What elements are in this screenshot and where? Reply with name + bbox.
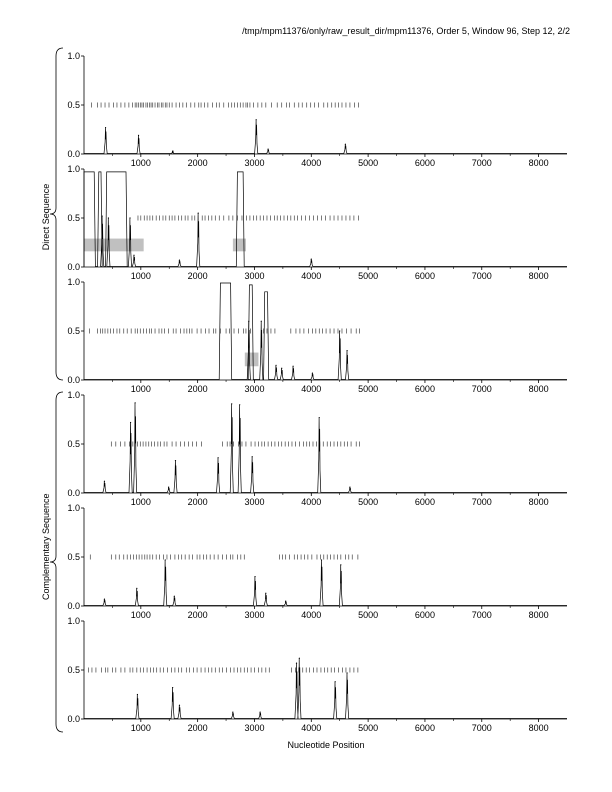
peak-7 <box>299 658 300 659</box>
peak-7 <box>339 330 340 331</box>
peak-3 <box>135 402 136 403</box>
x-tick-label: 7000 <box>471 271 492 281</box>
peak-3 <box>129 217 130 218</box>
panel-5 <box>67 503 567 620</box>
x-tick-label: 1000 <box>130 610 151 620</box>
x-tick-label: 4000 <box>301 384 322 394</box>
y-tick-label: 1.0 <box>67 164 80 174</box>
peak-2 <box>108 217 109 218</box>
x-tick-label: 8000 <box>528 384 549 394</box>
x-tick-label: 6000 <box>414 723 435 733</box>
x-tick-label: 4000 <box>301 610 322 620</box>
peak-9 <box>340 564 341 565</box>
x-tick-label: 6000 <box>414 158 435 168</box>
panel-4 <box>67 390 567 507</box>
y-tick-label: 0.5 <box>67 326 80 336</box>
y-tick-label: 0.0 <box>67 375 80 385</box>
peak-1 <box>105 127 106 128</box>
panel-2 <box>67 164 567 281</box>
peak-11 <box>349 487 350 488</box>
x-tick-label: 1000 <box>130 384 151 394</box>
x-tick-label: 6000 <box>414 497 435 507</box>
peak-6 <box>218 457 219 458</box>
x-tick-label: 4000 <box>301 497 322 507</box>
y-tick-label: 0.5 <box>67 100 80 110</box>
peak-4 <box>168 487 169 488</box>
peak-5 <box>175 460 176 461</box>
direct-sequence-label: Direct Sequence <box>41 183 51 251</box>
x-tick-label: 7000 <box>471 610 492 620</box>
x-tick-label: 6000 <box>414 271 435 281</box>
figure-header: /tmp/mpm11376/only/raw_result_dir/mpm11376, Order 5, Window 96, Step 12, 2/2 <box>242 26 570 36</box>
x-tick-label: 5000 <box>358 384 379 394</box>
x-tick-label: 8000 <box>528 723 549 733</box>
peak-5 <box>293 366 294 367</box>
x-tick-label: 4000 <box>301 271 322 281</box>
x-tick-label: 8000 <box>528 158 549 168</box>
x-tick-label: 7000 <box>471 723 492 733</box>
x-tick-label: 7000 <box>471 384 492 394</box>
panel-6 <box>67 616 567 733</box>
x-tick-label: 3000 <box>244 610 265 620</box>
x-tick-label: 8000 <box>528 610 549 620</box>
peak-7 <box>311 259 312 260</box>
y-tick-label: 0.5 <box>67 213 80 223</box>
x-tick-label: 2000 <box>187 158 208 168</box>
peak-4 <box>232 712 233 713</box>
panel-1 <box>67 51 567 168</box>
x-tick-label: 8000 <box>528 497 549 507</box>
y-tick-label: 0.0 <box>67 488 80 498</box>
x-tick-label: 2000 <box>187 723 208 733</box>
peak-1 <box>137 694 138 695</box>
x-tick-label: 3000 <box>244 271 265 281</box>
x-tick-label: 3000 <box>244 384 265 394</box>
complementary-group-bracket <box>50 392 63 732</box>
y-tick-label: 0.0 <box>67 149 80 159</box>
x-tick-label: 3000 <box>244 497 265 507</box>
peak-5 <box>260 712 261 713</box>
peak-6 <box>265 593 266 594</box>
y-tick-label: 0.0 <box>67 601 80 611</box>
peak-5 <box>268 149 269 150</box>
peak-8 <box>321 559 322 560</box>
peak-6 <box>198 213 199 214</box>
x-tick-label: 4000 <box>301 723 322 733</box>
x-tick-label: 6000 <box>414 610 435 620</box>
peak-2 <box>172 687 173 688</box>
group-brackets <box>50 48 63 732</box>
peak-1 <box>102 215 103 216</box>
peak-6 <box>312 373 313 374</box>
peak-3 <box>179 705 180 706</box>
y-tick-label: 0.0 <box>67 714 80 724</box>
peak-2 <box>261 321 262 322</box>
x-tick-label: 6000 <box>414 384 435 394</box>
peak-2 <box>138 135 139 136</box>
peak-7 <box>231 403 232 404</box>
x-tick-label: 7000 <box>471 158 492 168</box>
peak-7 <box>285 601 286 602</box>
signal-trace <box>84 658 567 718</box>
peak-3 <box>165 559 166 560</box>
peak-10 <box>319 417 320 418</box>
x-axis-label: Nucleotide Position <box>287 740 365 750</box>
x-tick-label: 1000 <box>130 158 151 168</box>
x-tick-label: 5000 <box>358 610 379 620</box>
y-tick-label: 1.0 <box>67 277 80 287</box>
panels <box>67 51 567 733</box>
y-tick-label: 0.5 <box>67 665 80 675</box>
peak-8 <box>346 350 347 351</box>
x-tick-label: 5000 <box>358 723 379 733</box>
signal-trace <box>84 120 567 154</box>
peak-9 <box>346 672 347 673</box>
y-tick-label: 1.0 <box>67 503 80 513</box>
peak-6 <box>345 144 346 145</box>
x-tick-label: 3000 <box>244 158 265 168</box>
shaded-region-1 <box>245 353 259 367</box>
signal-trace <box>84 560 567 606</box>
x-tick-label: 5000 <box>358 158 379 168</box>
y-tick-label: 1.0 <box>67 390 80 400</box>
peak-3 <box>172 150 173 151</box>
peak-3 <box>275 365 276 366</box>
x-tick-label: 1000 <box>130 271 151 281</box>
x-tick-label: 4000 <box>301 158 322 168</box>
peak-4 <box>281 368 282 369</box>
x-tick-label: 1000 <box>130 723 151 733</box>
peak-1 <box>248 321 249 322</box>
complementary-sequence-label: Complementary Sequence <box>41 493 51 600</box>
peak-2 <box>130 422 131 423</box>
y-tick-label: 1.0 <box>67 51 80 61</box>
x-tick-label: 2000 <box>187 384 208 394</box>
direct-group-bracket <box>50 48 63 380</box>
signal-trace <box>84 403 567 493</box>
y-tick-label: 0.5 <box>67 552 80 562</box>
peak-4 <box>174 596 175 597</box>
peak-5 <box>254 576 255 577</box>
peak-1 <box>104 599 105 600</box>
peak-2 <box>136 588 137 589</box>
x-tick-label: 5000 <box>358 497 379 507</box>
peak-4 <box>133 255 134 256</box>
y-tick-label: 0.5 <box>67 439 80 449</box>
x-tick-label: 5000 <box>358 271 379 281</box>
x-tick-label: 2000 <box>187 271 208 281</box>
peak-9 <box>252 456 253 457</box>
peak-6 <box>296 663 297 664</box>
x-tick-label: 8000 <box>528 271 549 281</box>
x-tick-label: 2000 <box>187 610 208 620</box>
peak-1 <box>104 481 105 482</box>
peak-8 <box>239 404 240 405</box>
peak-8 <box>335 681 336 682</box>
y-tick-label: 0.0 <box>67 262 80 272</box>
x-tick-label: 2000 <box>187 497 208 507</box>
y-tick-label: 1.0 <box>67 616 80 626</box>
x-tick-label: 1000 <box>130 497 151 507</box>
signal-trace <box>84 283 567 380</box>
peak-5 <box>179 260 180 261</box>
x-tick-label: 7000 <box>471 497 492 507</box>
x-tick-label: 3000 <box>244 723 265 733</box>
shaded-region-1 <box>84 239 144 252</box>
peak-4 <box>256 119 257 120</box>
panel-3 <box>67 277 567 394</box>
